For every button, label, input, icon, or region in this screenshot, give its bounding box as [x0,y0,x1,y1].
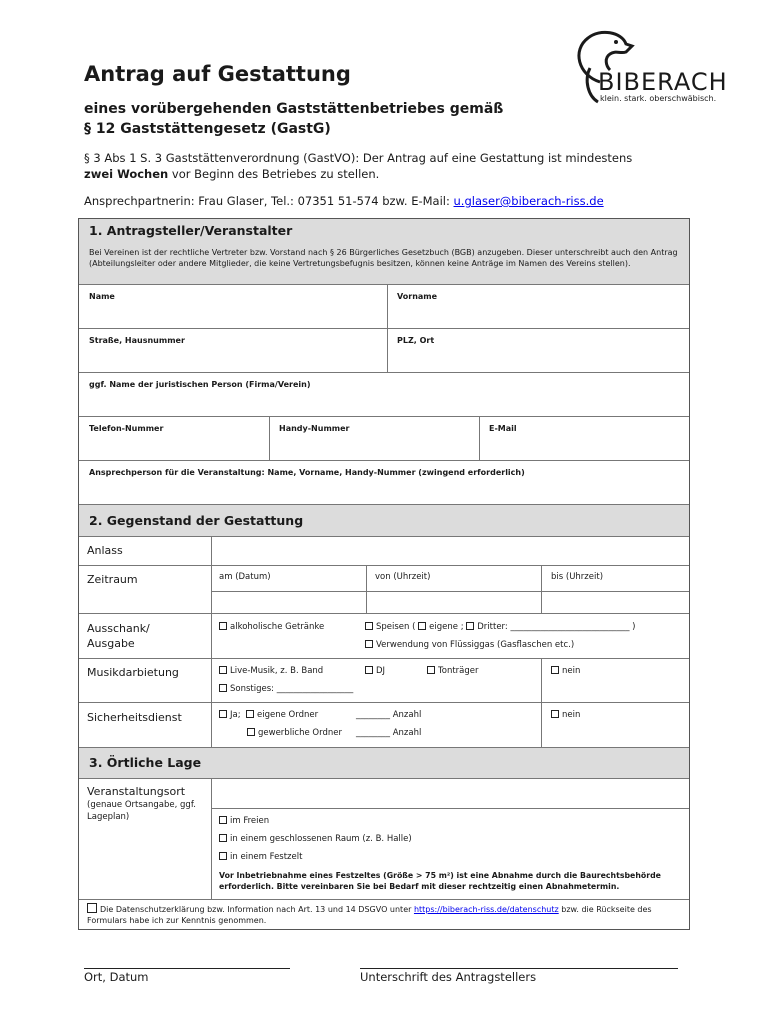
tontraeger-label: Tonträger [438,666,479,676]
livemusik-checkbox[interactable] [219,666,227,674]
contact-email-link[interactable]: u.glaser@biberach-riss.de [453,194,604,208]
festzelt-label: in einem Festzelt [230,852,303,862]
speisen-option[interactable] [365,622,636,632]
ort-datum-line [84,968,290,969]
musik-nein-checkbox[interactable] [551,666,559,674]
handy-field-label: Handy-Nummer [279,424,350,433]
section2-header: 2. Gegenstand der Gestattung [79,505,689,536]
email-field-label: E-Mail [489,424,517,433]
name-field-label: Name [89,292,115,301]
contact-label: Ansprechpartnerin: Frau Glaser, Tel.: 07351 51-574 bzw. E-Mail: [84,194,450,208]
section1-header: 1. Antragsteller/Veranstalter [79,219,689,243]
unterschrift-line [360,968,678,969]
gewerbliche-ordner-option[interactable] [247,728,342,738]
info-text [84,150,684,182]
sicherheit-nein-checkbox[interactable] [551,710,559,718]
ort-label: Veranstaltungsort [87,785,186,798]
subtitle-line-2: § 12 Gaststättengesetz (GastG) [84,121,331,137]
eigene-ordner-checkbox[interactable] [246,710,254,718]
zeitraum-label: Zeitraum [87,573,138,586]
festzelt-checkbox[interactable] [219,852,227,860]
gewerbliche-ordner-checkbox[interactable] [247,728,255,736]
alkohol-checkbox[interactable] [219,622,227,630]
fluessiggas-label: Verwendung von Flüssiggas (Gasflaschen etc.) [376,640,575,650]
gewerbliche-ordner-label: gewerbliche Ordner [258,728,342,738]
datum-label: am (Datum) [219,572,271,582]
logo-claim: klein. stark. oberschwäbisch. [600,94,717,103]
section3-header: 3. Örtliche Lage [79,748,689,778]
dritter-label: Dritter: ____________________________ ) [477,622,636,632]
sicherheit-nein-label: nein [562,710,581,720]
livemusik-option[interactable] [219,666,323,676]
page-title: Antrag auf Gestattung [84,62,351,86]
frei-checkbox[interactable] [219,816,227,824]
tontraeger-checkbox[interactable] [427,666,435,674]
dj-option[interactable] [365,666,385,676]
raum-label: in einem geschlossenen Raum (z. B. Halle) [230,834,412,844]
musik-nein-option[interactable] [551,666,580,676]
sonstiges-option[interactable] [219,684,353,694]
page-subtitle [84,99,544,139]
sicherheit-ja-option[interactable] [219,710,318,720]
ausschank-line1: Ausschank/ [87,622,150,635]
raum-option[interactable] [219,834,412,844]
info-rest: vor Beginn des Betriebes zu stellen. [171,167,380,181]
livemusik-label: Live-Musik, z. B. Band [230,666,324,676]
privacy-text-after: bzw. die Rückseite des Formulars habe ich zur Kenntnis genommen. [87,905,652,925]
eigene-checkbox[interactable] [418,622,426,630]
subtitle-line-1: eines vorübergehenden Gaststättenbetriebes gemäß [84,101,504,117]
ansprechperson-field-label: Ansprechperson für die Veranstaltung: Name, Vorname, Handy-Nummer (zwingend erforderlich) [89,468,525,477]
sicherheit-label: Sicherheitsdienst [87,711,182,724]
privacy-text-before: Die Datenschutzerklärung bzw. Information nach Art. 13 und 14 DSGVO unter [100,905,412,914]
eigene-label: eigene ; [429,622,467,632]
festzelt-warning: Vor Inbetriebnahme eines Festzeltes (Größe > 75 m²) ist eine Abnahme durch die Baurechtsbehörde erforderlich. Bitte vereinbaren Sie bei Bedarf mit dieser rechtzeitig einen Abnahmetermin. [219,871,661,891]
festzelt-option[interactable] [219,852,302,862]
logo-name: BIBERACH [598,68,728,96]
dj-label: DJ [376,666,386,676]
sonstiges-checkbox[interactable] [219,684,227,692]
sicherheit-nein-option[interactable] [551,710,580,720]
frei-label: im Freien [230,816,270,826]
privacy-consent[interactable] [87,903,681,926]
von-label: von (Uhrzeit) [375,572,431,582]
anzahl2-field[interactable]: ________ Anzahl [356,728,422,738]
plz-field-label: PLZ, Ort [397,336,435,345]
eigene-ordner-label: eigene Ordner [257,710,319,720]
ort-datum-label: Ort, Datum [84,970,149,984]
alkohol-label: alkoholische Getränke [230,622,325,632]
section1-note: Bei Vereinen ist der rechtliche Vertreter bzw. Vorstand nach § 26 Bürgerliches Gesetzbuch (BGB) anzugeben. Dieser unterschreibt auch den Antrag (Abteilungsleiter oder andere Mitglieder, die keine Vertretungsbefugnis besitzen, können keine Anträge im Namen des Vereins stellen). [79,243,689,284]
anlass-label: Anlass [87,544,123,557]
tontraeger-option[interactable] [427,666,479,676]
strasse-field-label: Straße, Hausnummer [89,336,185,345]
info-bold: zwei Wochen [84,167,169,181]
bis-label: bis (Uhrzeit) [551,572,604,582]
fluessiggas-option[interactable] [365,640,574,650]
jur-person-field-label: ggf. Name der juristischen Person (Firma/Verein) [89,380,311,389]
ort-hint: (genaue Ortsangabe, ggf. Lageplan) [87,800,196,822]
frei-option[interactable] [219,816,269,826]
privacy-checkbox[interactable] [87,903,97,913]
ausschank-line2: Ausgabe [87,637,135,650]
vorname-field-label: Vorname [397,292,438,301]
musik-nein-label: nein [562,666,581,676]
speisen-label: Speisen ( [376,622,419,632]
application-form [78,218,690,930]
info-main: § 3 Abs 1 S. 3 Gaststättenverordnung (GastVO): Der Antrag auf eine Gestattung ist mindestens [84,151,633,165]
ausschank-label [87,621,150,651]
anzahl1-field[interactable]: ________ Anzahl [356,710,422,720]
telefon-field-label: Telefon-Nummer [89,424,164,433]
musik-label: Musikdarbietung [87,666,179,679]
ja-label: Ja; [230,710,241,720]
ja-checkbox[interactable] [219,710,227,718]
contact-line [84,194,604,208]
unterschrift-label: Unterschrift des Antragstellers [360,970,537,984]
sonstiges-label: Sonstiges: __________________ [230,684,354,694]
privacy-link[interactable]: https://biberach-riss.de/datenschutz [413,905,559,914]
raum-checkbox[interactable] [219,834,227,842]
alkohol-option[interactable] [219,622,324,632]
dritter-checkbox[interactable] [466,622,474,630]
